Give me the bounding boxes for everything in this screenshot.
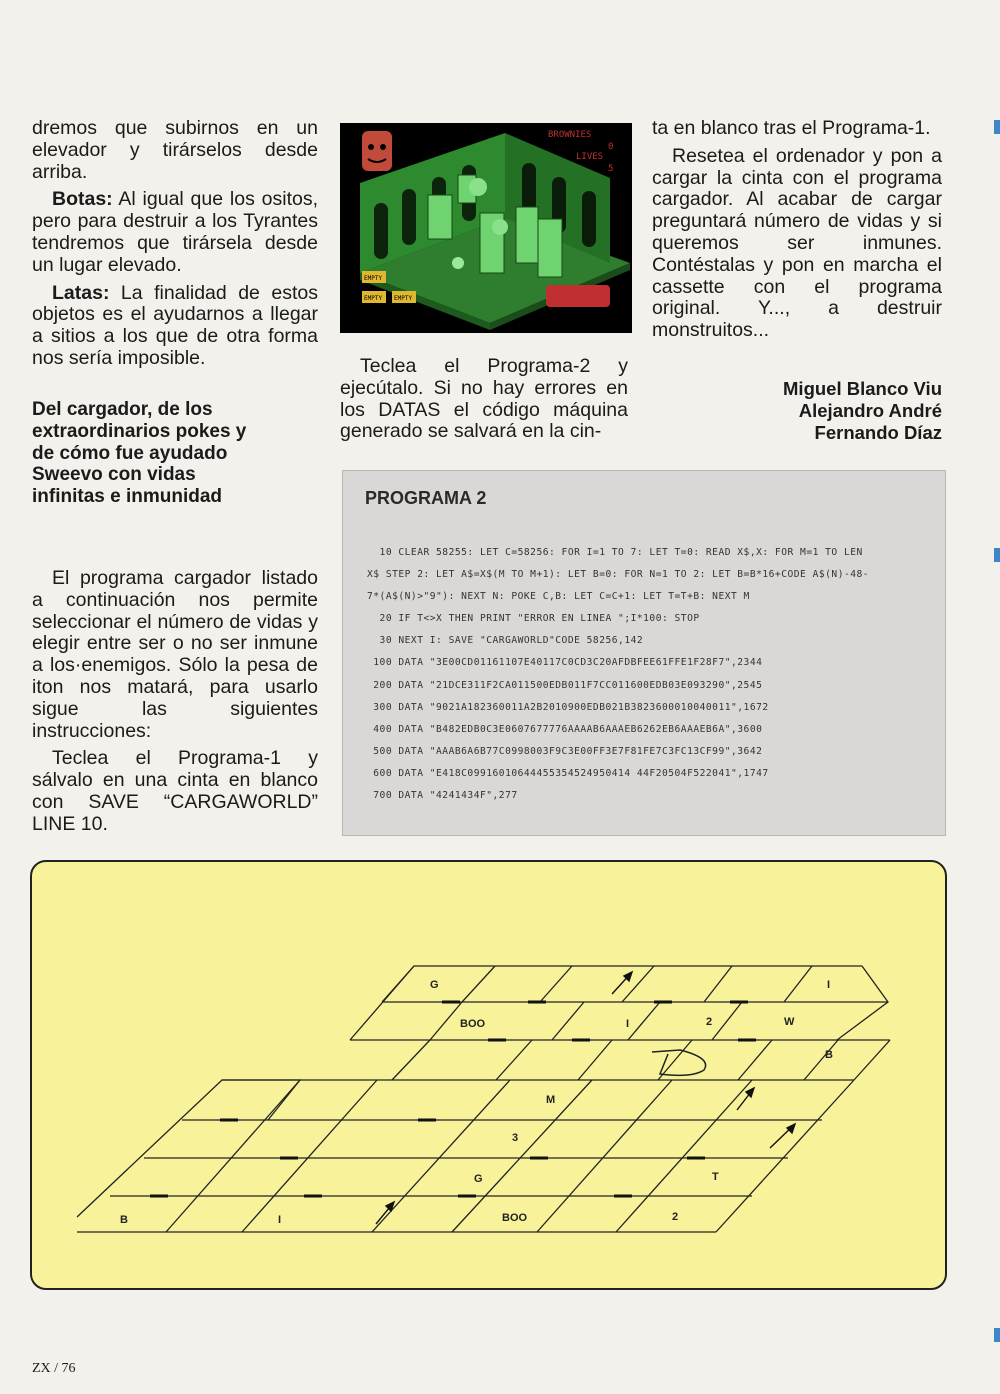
- map-label: I: [626, 1018, 630, 1030]
- listing-title: PROGRAMA 2: [365, 488, 487, 508]
- paragraph: Resetea el ordenador y pon a cargar la cinta con el programa cargador. Al acabar de cargar preguntará número de vidas y si queremos ser inmunes. Contéstalas y pon en marcha el cassette con el programa original. Y..., a destruir monstruitos...: [652, 144, 942, 342]
- map-label: 3: [512, 1132, 519, 1144]
- code-line: 400 DATA "B482EDB0C3E0607677776AAAAB6AAAEB6262EB6AAAEB6A",3600: [367, 723, 763, 735]
- map-grid: [32, 862, 945, 1288]
- program-listing-box: [342, 470, 946, 836]
- map-label: I: [827, 979, 831, 991]
- column-3: [652, 118, 942, 348]
- paragraph: Teclea el Programa-1 y sálvalo en una cinta en blanco con SAVE “CARGAWORLD” LINE 10.: [32, 747, 318, 835]
- author-name: Alejandro André: [798, 399, 942, 421]
- code-line: X$ STEP 2: LET A$=X$(M TO M+1): LET B=0: FOR N=1 TO 2: LET B=B*16+CODE A$(N)-48-: [367, 569, 870, 581]
- paragraph-botas: [32, 189, 318, 276]
- level-map: [30, 860, 947, 1290]
- code-line: 600 DATA "E418C09916010644455354524950414 44F20504F522041",1747: [367, 767, 769, 779]
- paragraph: dremos que subirnos en un elevador y tirárselos desde arriba.: [32, 117, 318, 183]
- code-line: 300 DATA "9021A182360011A2B2010900EDB021B3823600010040011",1672: [367, 701, 769, 713]
- code-line: 10 CLEAR 58255: LET C=58256: FOR I=1 TO 7: LET T=0: READ X$,X: FOR M=1 TO LEN: [367, 547, 863, 558]
- hud-brownies: BROWNIES: [548, 130, 592, 140]
- map-label: B: [120, 1214, 128, 1226]
- game-scene-image: [340, 123, 632, 333]
- page-folio: ZX / 76: [32, 1361, 76, 1376]
- listing-lines: [367, 547, 927, 812]
- code-line: 700 DATA "4241434F",277: [367, 790, 518, 802]
- map-label: BOO: [460, 1018, 486, 1030]
- map-label: W: [784, 1016, 795, 1028]
- code-line: 7*(A$(N)>"9"): NEXT N: POKE C,B: LET C=C+1: LET T=T+B: NEXT M: [367, 591, 750, 603]
- hud-brownies-value: 0: [608, 142, 614, 152]
- code-line: 30 NEXT I: SAVE "CARGAWORLD"CODE 58256,142: [367, 635, 644, 647]
- hud-lives: LIVES: [576, 152, 604, 162]
- botas-text: Al igual que los ositos, pero para destruir a los Tyrantes tendremos que tirársela desde un lugar elevado.: [32, 188, 318, 276]
- edge-mark: [994, 548, 1000, 562]
- map-label: B: [825, 1049, 833, 1061]
- map-label: 2: [706, 1016, 713, 1028]
- term-latas: Latas:: [52, 281, 110, 304]
- empty-slot: EMPTY: [364, 275, 383, 282]
- edge-mark: [994, 120, 1000, 134]
- empty-slot: EMPTY: [364, 295, 383, 302]
- map-label: G: [430, 979, 439, 991]
- author-name: Fernando Díaz: [814, 421, 942, 443]
- edge-mark: [994, 1328, 1000, 1342]
- empty-slot: EMPTY: [394, 295, 413, 302]
- map-label: D: [676, 1068, 677, 1069]
- map-label: 2: [672, 1211, 679, 1223]
- code-line: 100 DATA "3E00CD01161107E40117C0CD3C20AFDBFEE61FFE1F28F7",2344: [367, 657, 763, 669]
- column-2: [340, 356, 628, 449]
- paragraph: ta en blanco tras el Programa-1.: [652, 117, 931, 139]
- code-line: 200 DATA "21DCE311F2CA011500EDB011F7CC011600EDB03E093290",2545: [367, 679, 763, 691]
- author-name: Miguel Blanco Viu: [783, 378, 942, 399]
- code-line: 500 DATA "AAAB6A6B77C0998003F9C3E00FF3E7F81FE7C3FC13CF99",3642: [367, 745, 763, 757]
- map-label: T: [712, 1171, 719, 1183]
- column-1: [32, 118, 318, 376]
- paragraph: El programa cargador listado a continuación nos permite seleccionar el número de vidas y elegir entre ser o no ser inmune a los·enemigos. Sólo la pesa de iton nos matará, para usarlo sigue las siguientes instrucciones:: [32, 567, 318, 742]
- paragraph: Teclea el Programa-2 y ejecútalo. Si no hay errores en los DATAS el código máquina generado se salvará en la cin-: [340, 355, 628, 443]
- column-1-lower: [32, 568, 318, 842]
- map-label: M: [546, 1094, 556, 1106]
- game-screenshot: [340, 123, 632, 333]
- hud-lives-value: 5: [608, 164, 614, 174]
- paragraph-latas: [32, 283, 318, 370]
- map-label: I: [278, 1214, 282, 1226]
- latas-text: La finalidad de estos objetos es el ayudarnos a llegar a sitios a los que de otra forma nos sería imposible.: [32, 281, 318, 369]
- term-botas: Botas:: [52, 188, 113, 211]
- code-line: 20 IF T<>X THEN PRINT "ERROR EN LINEA ";I*100: STOP: [367, 613, 700, 625]
- section-heading: Del cargador, de los extraordinarios pokes y de cómo fue ayudado Sweevo con vidas infinitas e inmunidad: [32, 399, 247, 508]
- authors: [652, 378, 942, 443]
- map-label: BOO: [502, 1212, 528, 1224]
- map-label: G: [474, 1173, 483, 1185]
